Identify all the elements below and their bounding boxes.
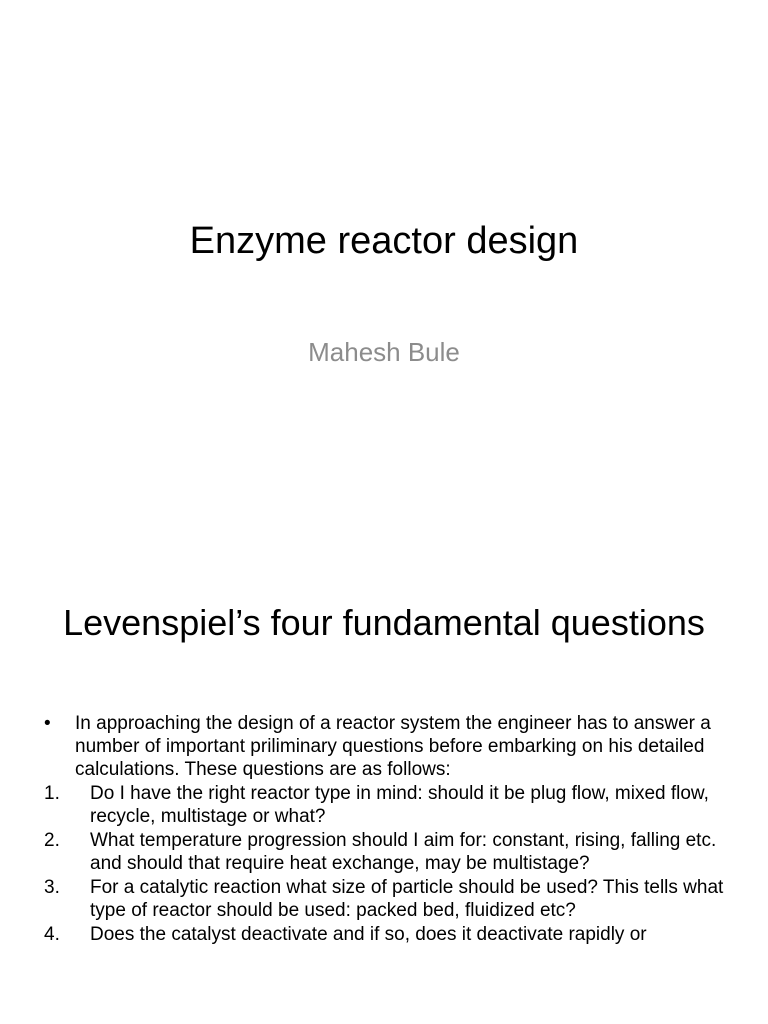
slide-heading: Levenspiel’s four fundamental questions — [63, 602, 705, 643]
question-item-2 — [44, 829, 728, 875]
question-text: Do I have the right reactor type in mind: should it be plug flow, mixed flow, recycle, multistage or what? — [90, 783, 709, 827]
content-slide — [0, 576, 768, 1024]
slide-body — [44, 712, 728, 947]
slide-subtitle-author: Mahesh Bule — [308, 337, 460, 367]
intro-bullet — [44, 712, 728, 781]
question-item-3 — [44, 876, 728, 922]
question-number: 3. — [44, 877, 60, 898]
question-text: For a catalytic reaction what size of particle should be used? This tells what type of reactor should be used: packed bed, fluidized etc? — [90, 877, 724, 921]
slide-title: Enzyme reactor design — [189, 220, 579, 262]
question-number: 2. — [44, 830, 60, 851]
question-number: 1. — [44, 783, 60, 804]
intro-text: In approaching the design of a reactor system the engineer has to answer a number of important priliminary questions before embarking on his detailed calculations. These questions are as follows: — [75, 713, 711, 780]
question-text: Does the catalyst deactivate and if so, does it deactivate rapidly or — [90, 924, 647, 945]
bullet-marker: • — [44, 713, 51, 734]
question-number: 4. — [44, 924, 60, 945]
question-text: What temperature progression should I aim for: constant, rising, falling etc. and should that require heat exchange, may be multistage? — [90, 830, 717, 874]
question-item-4 — [44, 923, 728, 946]
question-item-1 — [44, 782, 728, 828]
